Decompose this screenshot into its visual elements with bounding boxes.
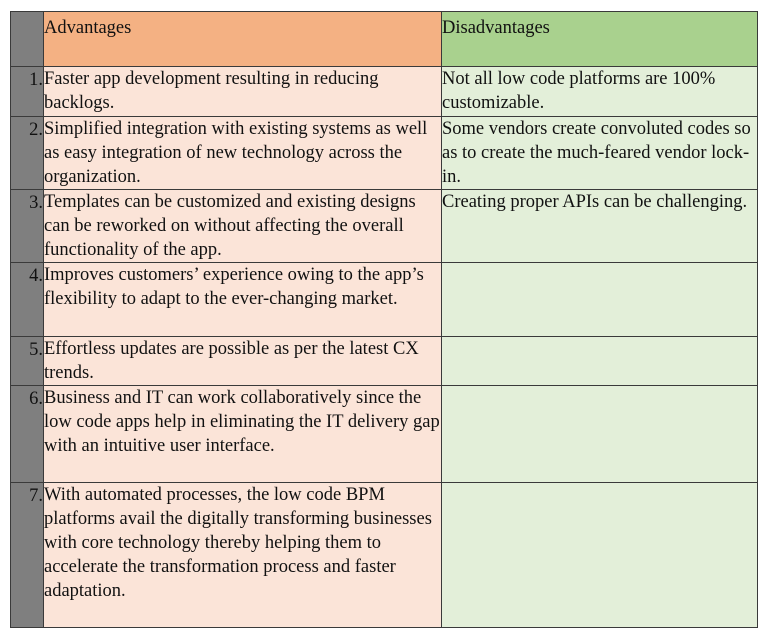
advantage-cell: Simplified integration with existing systems as well as easy integration of new technology across the organization.	[44, 117, 442, 190]
advantage-cell: Effortless updates are possible as per the latest CX trends.	[44, 337, 442, 386]
table-row	[11, 67, 758, 117]
table-row	[11, 483, 758, 628]
row-number: 1.	[29, 70, 43, 90]
table-row	[11, 386, 758, 483]
disadvantage-cell: Not all low code platforms are 100% customizable.	[442, 67, 758, 117]
disadvantage-cell: Creating proper APIs can be challenging.	[442, 190, 758, 263]
comparison-table	[10, 11, 758, 628]
header-advantages: Advantages	[44, 12, 442, 67]
header-number-cell	[11, 12, 44, 67]
disadvantage-cell	[442, 263, 758, 337]
header-row	[11, 12, 758, 67]
disadvantage-cell	[442, 386, 758, 483]
row-number: 6.	[29, 389, 43, 409]
row-number: 5.	[29, 340, 43, 360]
advantage-cell: Templates can be customized and existing designs can be reworked on without affecting the overall functionality of the app.	[44, 190, 442, 263]
row-number: 7.	[29, 486, 43, 506]
advantage-cell: Business and IT can work collaboratively since the low code apps help in eliminating the IT delivery gap with an intuitive user interface.	[44, 386, 442, 483]
header-disadvantages: Disadvantages	[442, 12, 758, 67]
advantage-cell: Improves customers’ experience owing to the app’s flexibility to adapt to the ever-changing market.	[44, 263, 442, 337]
disadvantage-cell	[442, 337, 758, 386]
disadvantage-cell: Some vendors create convoluted codes so as to create the much-feared vendor lock-in.	[442, 117, 758, 190]
table-row	[11, 190, 758, 263]
advantage-cell: With automated processes, the low code BPM platforms avail the digitally transforming businesses with core technology thereby helping them to accelerate the transformation process and faster adaptation.	[44, 483, 442, 628]
advantage-cell: Faster app development resulting in reducing backlogs.	[44, 67, 442, 117]
row-number: 3.	[29, 193, 43, 213]
disadvantage-cell	[442, 483, 758, 628]
table-row	[11, 263, 758, 337]
row-number: 2.	[29, 120, 43, 140]
row-number: 4.	[29, 266, 43, 286]
table-row	[11, 117, 758, 190]
table-row	[11, 337, 758, 386]
